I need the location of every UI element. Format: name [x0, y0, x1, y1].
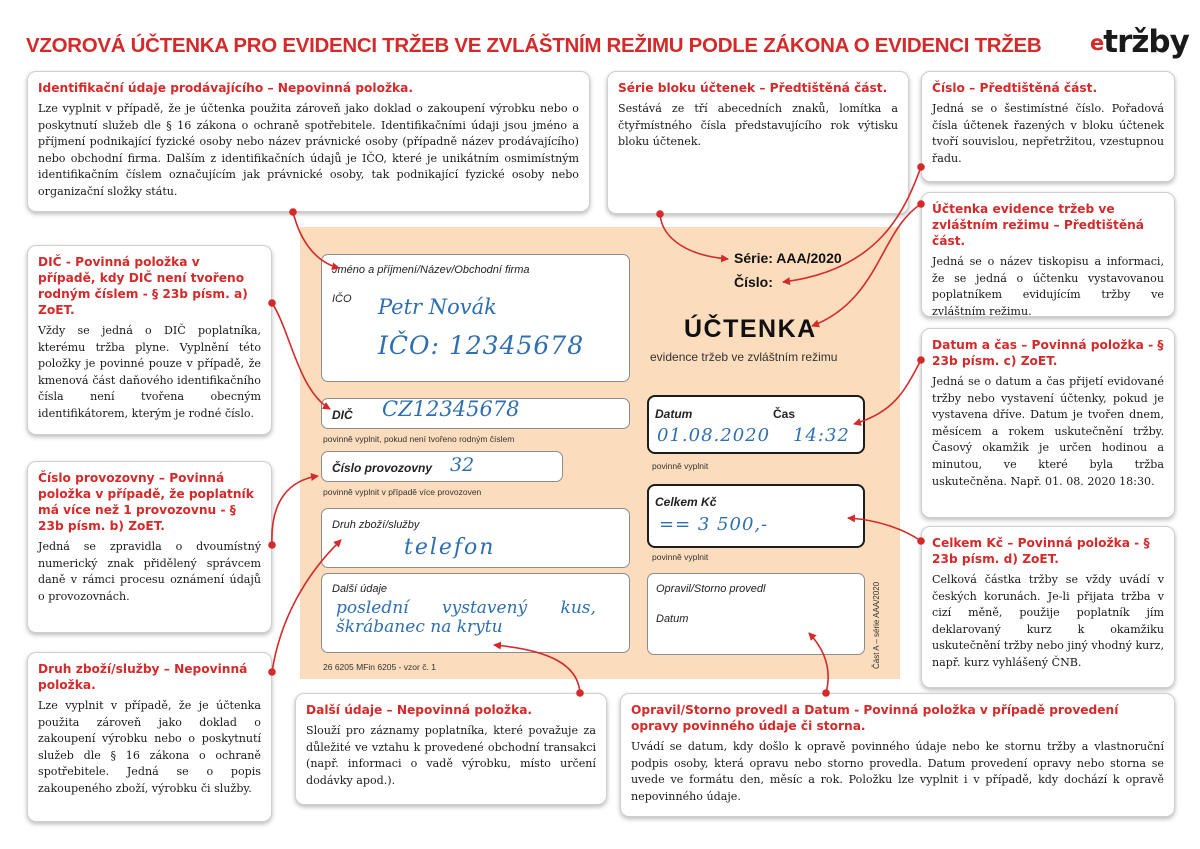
- box-provozovna: [27, 461, 272, 633]
- provozovna-value: 32: [450, 454, 475, 476]
- provozovna-field: [321, 451, 563, 482]
- box-serie-text: Sestává ze tří abecedních znaků, lomítka a čtyřmístného čísla představujícího rok výtisku bloku účtenek.: [618, 102, 898, 149]
- datum-value: 01.08.2020: [657, 425, 771, 446]
- box-celkem-heading: Celkem Kč – Povinná položka - § 23b písm. d) ZoET.: [932, 536, 1150, 566]
- box-identifikacni: [27, 71, 590, 212]
- celkem-label: Celkem Kč: [655, 495, 717, 509]
- box-opravil-heading: Opravil/Storno provedl a Datum - Povinná položka v případě provedení opravy povinného údaje či storna.: [631, 703, 1119, 733]
- box-celkem: [921, 526, 1175, 688]
- box-druh: [27, 652, 272, 822]
- cas-value: 14:32: [793, 425, 850, 446]
- box-provozovna-text: Jedná se zpravidla o dvoumístný numerický znak přidělený správcem daně v rámci procesu oznámení údajů o provozovnách.: [38, 540, 261, 603]
- provozovna-note: povinně vyplnit v případě více provozoven: [323, 487, 482, 497]
- box-datum: [921, 328, 1175, 518]
- box-druh-text: Lze vyplnit v případě, že je účtenka použita zároveň jako doklad o zakoupení výrobku nebo o poskytnutí služeb dle § 16 zákona o ochraně spotřebitele. Jedná se o popis zakoupeného zboží, výrobku či služby.: [38, 699, 261, 795]
- opravil-label: Opravil/Storno provedl: [656, 583, 766, 595]
- box-identifikacni-heading: Identifikační údaje prodávajícího – Nepovinná položka.: [38, 81, 414, 95]
- box-uctenka-heading: Účtenka evidence tržeb ve zvláštním režimu – Předtištěná část.: [932, 202, 1145, 248]
- celkem-note: povinně vyplnit: [652, 552, 709, 562]
- celkem-field: [647, 484, 865, 548]
- ico-value: IČO: 12345678: [378, 331, 585, 360]
- dic-note: povinně vyplnit, pokud není tvořeno rodným číslem: [323, 434, 515, 444]
- receipt-side-text: Část A – série AAA/2020: [872, 581, 881, 669]
- dic-field: [321, 398, 630, 429]
- datum-note: povinně vyplnit: [652, 461, 709, 471]
- logo-e-icon: e: [1090, 31, 1104, 55]
- dic-label: DIČ: [332, 408, 353, 422]
- celkem-value: == 3 500,-: [659, 514, 769, 535]
- opravil-datum-label: Datum: [656, 613, 689, 625]
- box-uctenka-text: Jedná se o název tiskopisu a informaci, že se jedná o účtenku vystavovanou poplatníkem evidujícím tržby ve zvláštním režimu.: [932, 255, 1164, 317]
- box-opravil-text: Uvádí se datum, kdy došlo k opravě povinného údaje nebo ke stornu tržby a vlastnoruční podpis osoby, která opravu nebo storno provedla. Datum provedení opravy nebo storna se uvede ve formátu den, měsíc a rok. Položku lze vyplnit i v případě, kdy dochází k opravě nepovinného údaje.: [631, 740, 1164, 803]
- box-druh-heading: Druh zboží/služby – Nepovinná položka.: [38, 662, 248, 692]
- box-datum-heading: Datum a čas – Povinná položka - § 23b písm. c) ZoET.: [932, 338, 1164, 368]
- opravil-field: [647, 573, 865, 655]
- dalsi-field: [321, 573, 630, 653]
- druh-value: telefon: [404, 535, 496, 560]
- dalsi-label: Další údaje: [332, 583, 388, 595]
- box-cislo: [921, 71, 1175, 182]
- box-identifikacni-text: Lze vyplnit v případě, že je účtenka použita zároveň jako doklad o zakoupení výrobku nebo o poskytnutí služeb dle § 16 zákona o ochraně spotřebitele. Identifikačními údaji jsou jméno a příjmení podnikající fyzické osoby nebo název právnické osoby (případně název prodávajícího) nebo obchodní firma. Dalším z identifikačních údajů je IČO, které je unikátním osmimístným identifikačním číslem označujícím jak právnické osoby, tak podnikající fyzické osoby nebo organizační složky státu.: [38, 102, 579, 198]
- receipt-subtitle: evidence tržeb ve zvláštním režimu: [650, 350, 838, 364]
- box-dalsi: [295, 693, 607, 805]
- box-dic-heading: DIČ - Povinná položka v případě, kdy DIČ není tvořeno rodným číslem - § 23b písm. a) ZoET.: [38, 255, 248, 317]
- box-dic-text: Vždy se jedná o DIČ poplatníka, kterému tržba plyne. Vyplnění této položky je povinné pouze v případě, že kmenová část daňového identifikačního čísla není tvořena obecným identifikátorem, kterým je rodné číslo.: [38, 324, 261, 420]
- box-dic: [27, 245, 272, 435]
- box-datum-text: Jedná se o datum a čas přijetí evidované tržby nebo vystavení účtenky, pokud je vystavena dříve. Datum je tvořen dnem, měsícem a rokem uskutečnění tržby. Časový okamžik je určen hodinou a minutou, ve které byla tržba uskutečněna. Např. 01. 08. 2020 18:30.: [932, 375, 1164, 488]
- datum-label: Datum: [655, 407, 693, 421]
- box-dalsi-text: Slouží pro záznamy poplatníka, které považuje za důležité ve vztahu k provedené obchodní transakci (např. informaci o vadě výrobku, místo určení dodávky apod.).: [306, 724, 596, 787]
- box-provozovna-heading: Číslo provozovny – Povinná položka v případě, že poplatník má více než 1 provozovnu - § 23b písm. b) ZoET.: [38, 471, 254, 533]
- receipt-form: [300, 227, 900, 679]
- ico-label: IČO: [332, 293, 352, 305]
- box-cislo-text: Jedná se o šestimístné číslo. Pořadová čísla účtenek řazených v bloku účtenek tvoří souvislou, nepřetržitou, vzestupnou řadu.: [932, 102, 1164, 165]
- cislo-label: Číslo:: [734, 274, 773, 290]
- dalsi-value-2: škrábanec na krytu: [336, 617, 503, 637]
- cas-label: Čas: [773, 407, 796, 421]
- etrzby-logo: [1090, 24, 1189, 60]
- datum-cas-field: [647, 395, 865, 454]
- name-ico-field: [321, 254, 630, 382]
- box-serie: [607, 71, 909, 214]
- provozovna-label: Číslo provozovny: [332, 461, 433, 475]
- box-cislo-heading: Číslo – Předtištěná část.: [932, 81, 1098, 95]
- logo-text: tržby: [1103, 24, 1189, 60]
- box-dalsi-heading: Další údaje – Nepovinná položka.: [306, 703, 533, 717]
- name-value: Petr Novák: [378, 295, 497, 319]
- druh-field: [321, 508, 630, 568]
- page-title: VZOROVÁ ÚČTENKA PRO EVIDENCI TRŽEB VE ZVLÁŠTNÍM REŽIMU PODLE ZÁKONA O EVIDENCI TRŽEB: [26, 34, 1042, 57]
- box-opravil: [620, 693, 1175, 817]
- dalsi-value-1: poslední vystavený kus,: [336, 598, 596, 618]
- receipt-title: ÚČTENKA: [684, 315, 817, 343]
- footer-code: 26 6205 MFin 6205 - vzor č. 1: [323, 662, 436, 672]
- serie-label: Série: AAA/2020: [734, 250, 842, 266]
- dic-value: CZ12345678: [382, 397, 520, 421]
- box-serie-heading: Série bloku účtenek – Předtištěná část.: [618, 81, 888, 95]
- box-celkem-text: Celková částka tržby se vždy uvádí v českých korunách. Je-li přijata tržba v cizí měně, použije poplatník jím deklarovaný kurz k okamžiku uskutečnění tržby nebo jiný vhodný kurz, např. kurz vyhlášený ČNB.: [932, 573, 1164, 669]
- name-label: Jméno a příjmení/Název/Obchodní firma: [332, 264, 530, 276]
- druh-label: Druh zboží/služby: [332, 519, 420, 531]
- box-uctenka: [921, 192, 1175, 317]
